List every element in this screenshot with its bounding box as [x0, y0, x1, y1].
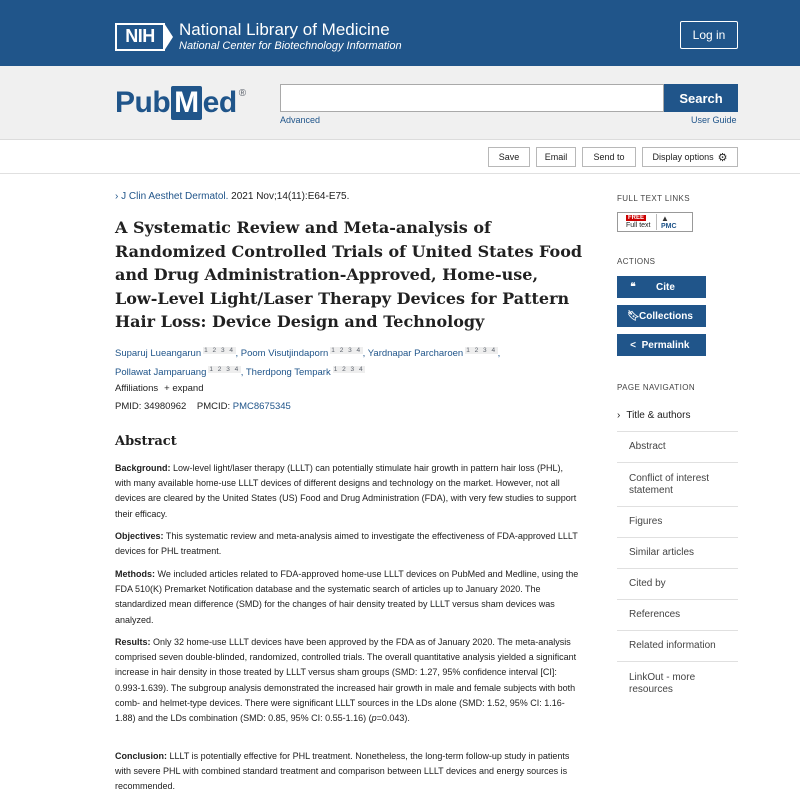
chevron-right-icon: ›: [115, 191, 119, 202]
abstract-heading: Abstract: [115, 434, 177, 449]
permalink-button[interactable]: < Permalink: [617, 334, 706, 356]
email-button[interactable]: Email: [536, 147, 576, 167]
page-navigation-heading: PAGE NAVIGATION: [617, 383, 696, 392]
pubmed-logo[interactable]: Pub M ed ®: [115, 86, 246, 119]
article-toolbar: [0, 140, 800, 174]
author-link[interactable]: Poom Visutjindaporn: [240, 348, 329, 360]
citation-line: [115, 191, 349, 202]
bookmark-icon: 🔖︎: [627, 310, 640, 322]
nih-subtitle: National Center for Biotechnology Information: [179, 40, 402, 52]
article-ids: [115, 401, 291, 412]
full-text-links-heading: FULL TEXT LINKS: [617, 194, 690, 203]
article-title: A Systematic Review and Meta-analysis of Randomized Controlled Trials of United States Food and Drug Administration-Approved, Home-use, Low-Level Light/Laser Therapy Devices for Pattern Hair Loss: Device Design and Technology: [115, 218, 583, 331]
cite-button[interactable]: ❝ Cite: [617, 276, 706, 298]
abstract-background: Background: Low-level light/laser therapy (LLLT) can potentially stimulate hair growth in pattern hair loss (PHL), with many available home-use LLLT devices of different designs and technology on the market. However, not all devices are cleared by the United States (US) Food and Drug Administration (FDA), with very few studies to support their efficacy.: [115, 463, 577, 519]
nav-conflict-of-interest[interactable]: Conflict of interest statement: [617, 463, 738, 507]
pmcid-link[interactable]: PMC8675345: [232, 401, 291, 412]
author-affiliation-refs[interactable]: 1 2 3 4: [466, 347, 497, 354]
expand-affiliations-button[interactable]: + expand: [164, 383, 204, 394]
pmc-logo-icon: ▲: [661, 214, 669, 223]
pmid: PMID: 34980962: [115, 401, 187, 412]
advanced-search-link[interactable]: Advanced: [280, 115, 321, 125]
authors-list: Suparuj Lueangarun $^{1 2 3 4}$, Poom Visutjindaporn $^{1 2 3 4}$, Yardnapar Parcharoen $^{1 2 3 4}$, Pollawat Jamparuang $^{1 2 3 4}$, Therdpong Tempark $^{1 2 3 4}$: [115, 347, 501, 379]
author-affiliation-refs[interactable]: 1 2 3 4: [209, 366, 240, 374]
author-link[interactable]: Suparuj Lueangarun: [115, 348, 202, 360]
citation-details: 2021 Nov;14(11):E64-E75.: [228, 191, 350, 202]
affiliations-row: [115, 383, 204, 394]
page-navigation: [617, 400, 738, 706]
free-badge: FREE: [628, 215, 645, 221]
affiliations-label: Affiliations: [115, 383, 159, 394]
abstract-objectives: Objectives: This systematic review and meta-analysis aimed to investigate the effectiveness of FDA-approved LLLT devices for PHL treatment.: [115, 531, 578, 557]
nav-linkout[interactable]: LinkOut - more resources: [629, 672, 696, 695]
pmcid-label: PMCID:: [196, 401, 231, 412]
nav-references[interactable]: References: [617, 600, 738, 631]
author-affiliation-refs[interactable]: 1 2 3 4: [333, 366, 365, 374]
user-guide-link[interactable]: User Guide: [691, 115, 737, 125]
search-input[interactable]: [280, 84, 664, 112]
journal-link[interactable]: J Clin Aesthet Dermatol.: [121, 191, 229, 202]
nav-abstract[interactable]: Abstract: [617, 432, 738, 463]
nih-title: National Library of Medicine: [179, 20, 390, 39]
nih-logo-mark: NIH: [115, 23, 165, 51]
abstract-conclusion: Conclusion: LLLT is potentially effective for PHL treatment. Nonetheless, the long-term follow-up study in patients with severe PHL with combined standard treatment and comparison between LLLT devices and energy sources is recommended.: [115, 751, 570, 792]
abstract-methods: Methods: We included articles related to FDA-approved home-use LLLT devices on PubMed and Medline, using the FDA 510(K) Premarket Notification database and the systematic search of articles up to January 2020. The standardized mean difference (SMD) for the changes of hair density treated by LLLT versus sham devices was analyzed.: [115, 569, 579, 625]
author-affiliation-refs[interactable]: 1 2 3 4: [204, 347, 235, 354]
author-link[interactable]: Yardnapar Parcharoen: [367, 348, 464, 360]
share-icon: <: [630, 339, 636, 351]
display-options-button[interactable]: Display options ⚙: [642, 147, 738, 167]
chevron-right-icon: ›: [617, 409, 621, 421]
send-to-button[interactable]: Send to: [582, 147, 636, 167]
nav-figures[interactable]: Figures: [617, 507, 738, 538]
save-button[interactable]: Save: [488, 147, 530, 167]
author-affiliation-refs[interactable]: 1 2 3 4: [331, 347, 362, 354]
full-text-label: Full text: [626, 222, 651, 229]
search-button[interactable]: Search: [664, 84, 738, 112]
actions-heading: ACTIONS: [617, 257, 656, 266]
search-area: [0, 66, 800, 140]
nav-title-authors[interactable]: › Title & authors: [617, 400, 738, 432]
nav-similar-articles[interactable]: Similar articles: [617, 538, 738, 569]
abstract-results: Results: Only 32 home-use LLLT devices have been approved by the FDA as of January 2020. The meta-analysis comprised seven double-blinded, randomized, controlled trials. The overall quantitative analysis yielded a significant increase in hair density in those treated by LLLT versus sham groups (SMD: 1.27, 95% confidence interval [CI]: 0.993-1.639). The subgroup analysis demonstrated the increased hair growth in male and female subjects with both comb- and helmet-type devices. There were significant LLLT sources in the LDs alone (SMD: 1.52, 95% CI: 1.16-1.88) and the LDs combination (SMD: 0.85, 95% CI: 0.55-1.16) (p=0.043).: [115, 637, 577, 724]
nih-banner: [0, 0, 800, 66]
nih-logo[interactable]: [115, 20, 402, 53]
nav-cited-by[interactable]: Cited by: [617, 569, 738, 600]
author-link[interactable]: Therdpong Tempark: [245, 367, 331, 379]
author-link[interactable]: Pollawat Jamparuang: [115, 367, 207, 379]
quote-icon: ❝: [630, 281, 636, 293]
gear-icon: ⚙: [717, 151, 728, 164]
login-button[interactable]: Log in: [680, 21, 738, 49]
pmc-label: PMC: [661, 223, 677, 230]
collections-button[interactable]: 🔖︎ Collections: [617, 305, 706, 327]
full-text-pmc-link[interactable]: [617, 212, 693, 232]
nav-related-information[interactable]: Related information: [617, 631, 738, 662]
